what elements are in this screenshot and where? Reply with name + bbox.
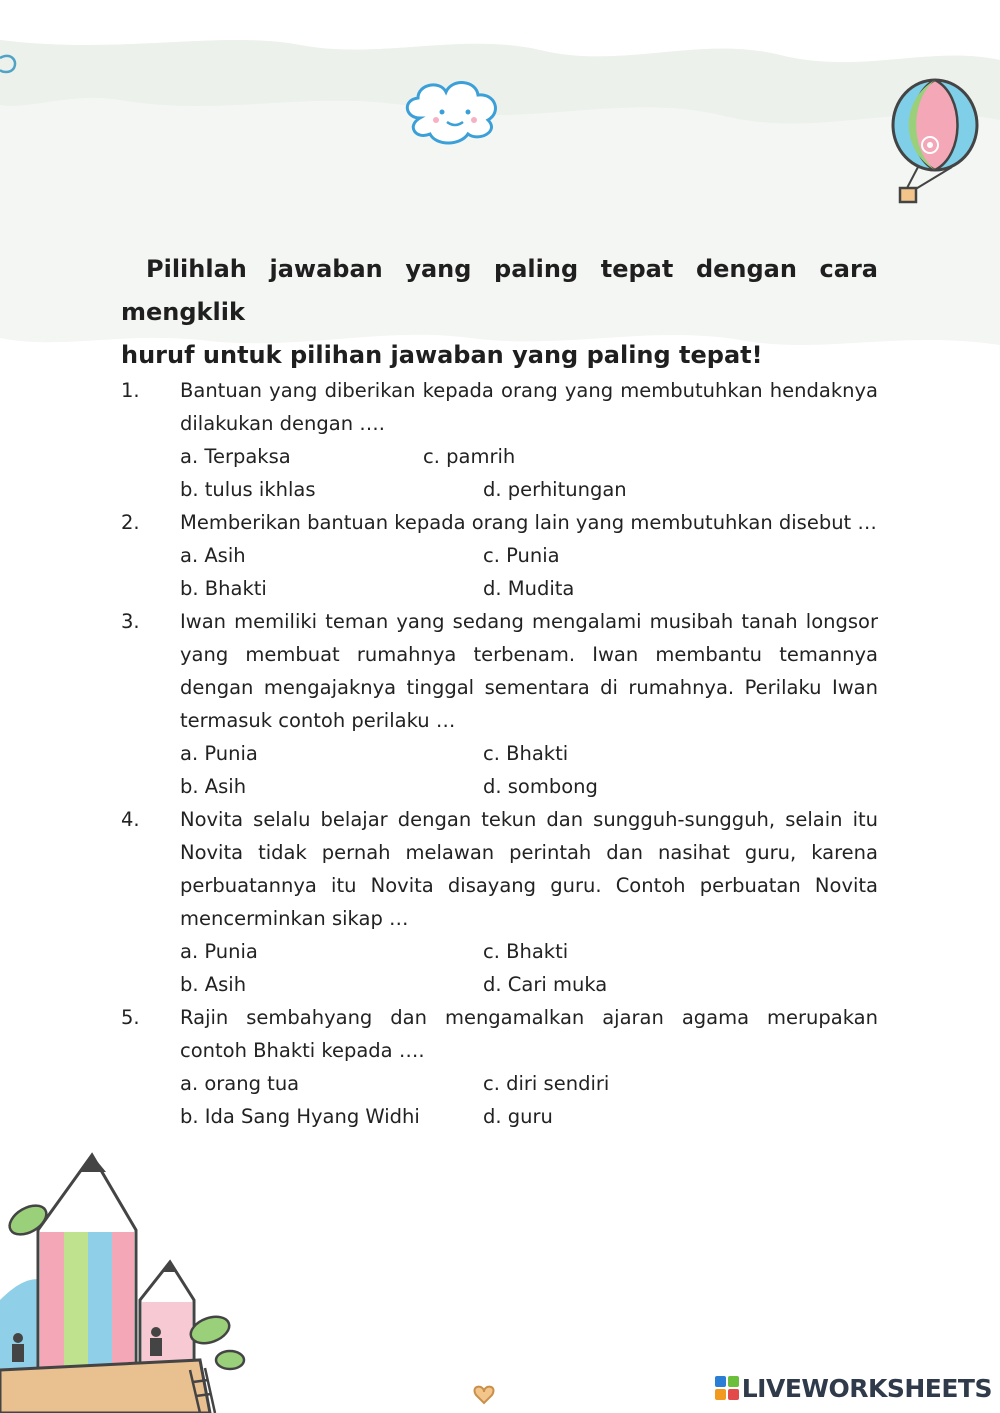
option-c[interactable]: c. pamrih (423, 445, 516, 468)
instruction-line-1: Pilihlah jawaban yang paling tepat dengan cara mengklik (121, 255, 878, 326)
option-a[interactable]: a. Terpaksa (180, 445, 291, 468)
pencils-illustration (0, 1155, 244, 1413)
option-a[interactable]: a. Punia (180, 940, 258, 963)
option-d[interactable]: d. perhitungan (483, 478, 627, 501)
question-text: Memberikan bantuan kepada orang lain yang membutuhkan disebut … (180, 511, 877, 534)
option-b[interactable]: b. Asih (180, 775, 247, 798)
liveworksheets-wordmark: LIVEWORKSHEETS (741, 1373, 992, 1403)
option-a[interactable]: a. Asih (180, 544, 246, 567)
question-number: 1. (121, 379, 140, 402)
heart-icon (475, 1387, 494, 1403)
option-c[interactable]: c. Punia (483, 544, 560, 567)
instruction-line-2: huruf untuk pilihan jawaban yang paling tepat! (121, 341, 763, 369)
option-b[interactable]: b. tulus ikhlas (180, 478, 316, 501)
question-3 (121, 605, 878, 803)
answer-options (180, 935, 878, 1001)
option-c[interactable]: c. Bhakti (483, 940, 569, 963)
option-a[interactable]: a. Punia (180, 742, 258, 765)
liveworksheets-logo[interactable] (715, 1371, 992, 1405)
question-text: Bantuan yang diberikan kepada orang yang membutuhkan hendaknya dilakukan dengan …. (180, 379, 878, 435)
answer-options (180, 737, 878, 803)
question-number: 4. (121, 808, 140, 831)
option-d[interactable]: d. guru (483, 1105, 553, 1128)
answer-options (180, 539, 878, 605)
question-2 (121, 506, 878, 605)
question-text: Rajin sembahyang dan mengamalkan ajaran agama merupakan contoh Bhakti kepada …. (180, 1006, 878, 1062)
option-d[interactable]: d. sombong (483, 775, 598, 798)
option-c[interactable]: c. diri sendiri (483, 1072, 610, 1095)
question-text: Novita selalu belajar dengan tekun dan sungguh-sungguh, selain itu Novita tidak pernah melawan perintah dan nasihat guru, karena perbuatannya itu Novita disayang guru. Contoh perbuatan Novita mencerminkan sikap … (180, 808, 878, 930)
question-list (121, 374, 878, 1133)
liveworksheets-logo-icon (715, 1376, 739, 1400)
option-b[interactable]: b. Ida Sang Hyang Widhi (180, 1105, 420, 1128)
answer-options (180, 1067, 878, 1133)
question-5 (121, 1001, 878, 1133)
question-4 (121, 803, 878, 1001)
question-number: 2. (121, 511, 140, 534)
question-text: Iwan memiliki teman yang sedang mengalami musibah tanah longsor yang membuat rumahnya terbenam. Iwan membantu temannya dengan mengajaknya tinggal sementara di rumahnya. Perilaku Iwan termasuk contoh perilaku … (180, 610, 878, 732)
question-number: 3. (121, 610, 140, 633)
question-1 (121, 374, 878, 506)
answer-options (180, 440, 878, 506)
option-a[interactable]: a. orang tua (180, 1072, 300, 1095)
question-number: 5. (121, 1006, 140, 1029)
option-c[interactable]: c. Bhakti (483, 742, 569, 765)
option-b[interactable]: b. Bhakti (180, 577, 267, 600)
option-d[interactable]: d. Cari muka (483, 973, 608, 996)
instruction-text (121, 248, 878, 377)
option-b[interactable]: b. Asih (180, 973, 247, 996)
option-d[interactable]: d. Mudita (483, 577, 575, 600)
